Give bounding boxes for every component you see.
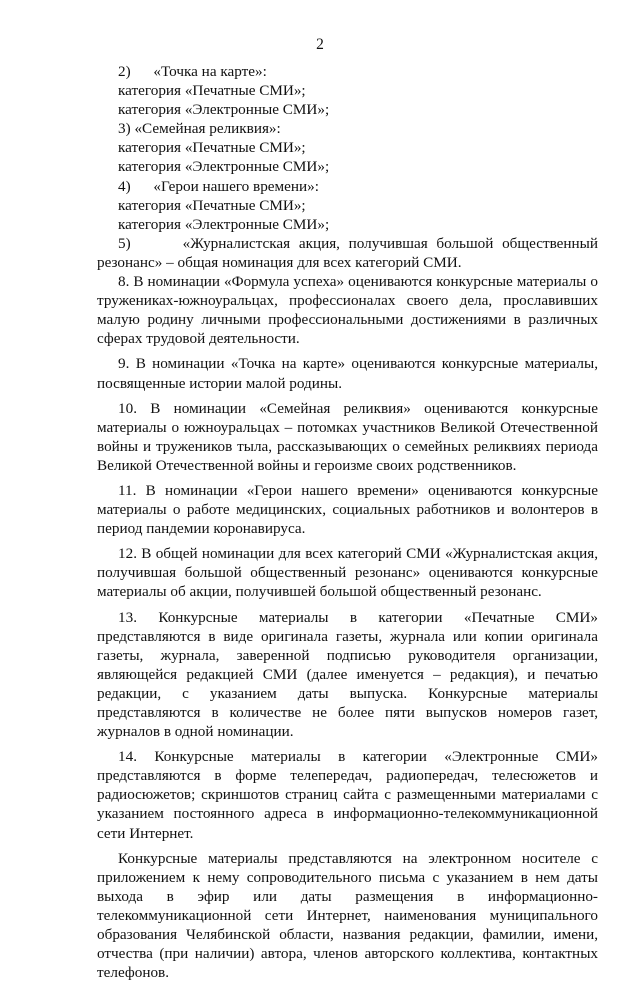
list-item-4-heading: 4) «Герои нашего времени»:	[118, 177, 319, 195]
list-item-3-category-electronic: категория «Электронные СМИ»;	[118, 158, 330, 176]
paragraph-12: 12. В общей номинации для всех категорий СМИ «Журналистская акция, получившая большой общественный резонанс» оцениваются конкурсные материалы об акции, получившей большой общественный резонанс.	[97, 545, 598, 601]
paragraph-8: 8. В номинации «Формула успеха» оцениваются конкурсные материалы о тружениках-южноуральцах, профессионалах своего дела, прославивших малую родину личными профессиональными достижениями в различных сферах трудовой деятельности.	[97, 273, 598, 348]
paragraph-13: 13. Конкурсные материалы в категории «Печатные СМИ» представляются в виде оригинала газеты, журнала или копии оригинала газеты, журнала, заверенной подписью руководителя организации, являющейся редакцией СМИ (далее именуется – редакция), и печатью редакции, с указанием даты выпуска. Конкурсные материалы представляются в количестве не более пяти выпусков номеров газет, журналов в одной номинации.	[97, 608, 598, 741]
page-number: 2	[316, 36, 324, 53]
list-item-5: 5) «Журналистская акция, получившая большой общественный резонанс» – общая номинация для всех категорий СМИ.	[97, 234, 598, 271]
paragraph-11: 11. В номинации «Герои нашего времени» оцениваются конкурсные материалы о работе медицинских, социальных работников и волонтеров в период пандемии коронавируса.	[97, 481, 598, 538]
paragraph-submission: Конкурсные материалы представляются на электронном носителе с приложением к нему сопроводительного письма с указанием в нем даты выхода в эфир или даты размещения в информационно-телекоммуникационной сети Интернет, наименования муниципального образования Челябинской области, названия редакции, фамилии, имени, отчества (при наличии) автора, членов авторского коллектива, контактных телефонов.	[97, 849, 598, 982]
list-item-4-category-electronic: категория «Электронные СМИ»;	[118, 215, 330, 233]
paragraph-10: 10. В номинации «Семейная реликвия» оцениваются конкурсные материалы о южноуральцах – потомках участников Великой Отечественной войны и тружеников тыла, рассказывающих о семейных реликвиях периода Великой Отечественной войны и героизме своих родственников.	[97, 399, 598, 474]
paragraph-9: 9. В номинации «Точка на карте» оцениваются конкурсные материалы, посвященные истории малой родины.	[97, 355, 598, 392]
list-item-2-category-electronic: категория «Электронные СМИ»;	[118, 101, 330, 119]
paragraph-14: 14. Конкурсные материалы в категории «Электронные СМИ» представляются в форме телепередач, радиопередач, телесюжетов и радиосюжетов; скриншотов страниц сайта с размещенными материалами с указанием постоянного адреса в информационно-телекоммуникационной сети Интернет.	[97, 748, 598, 842]
list-item-3-heading: 3) «Семейная реликвия»:	[118, 120, 281, 138]
list-item-2-category-print: категория «Печатные СМИ»;	[118, 82, 306, 100]
document-body	[97, 62, 598, 982]
list-item-4-category-print: категория «Печатные СМИ»;	[118, 196, 306, 214]
list-item-3-category-print: категория «Печатные СМИ»;	[118, 139, 306, 157]
list-item-2-heading: 2) «Точка на карте»:	[118, 63, 267, 80]
